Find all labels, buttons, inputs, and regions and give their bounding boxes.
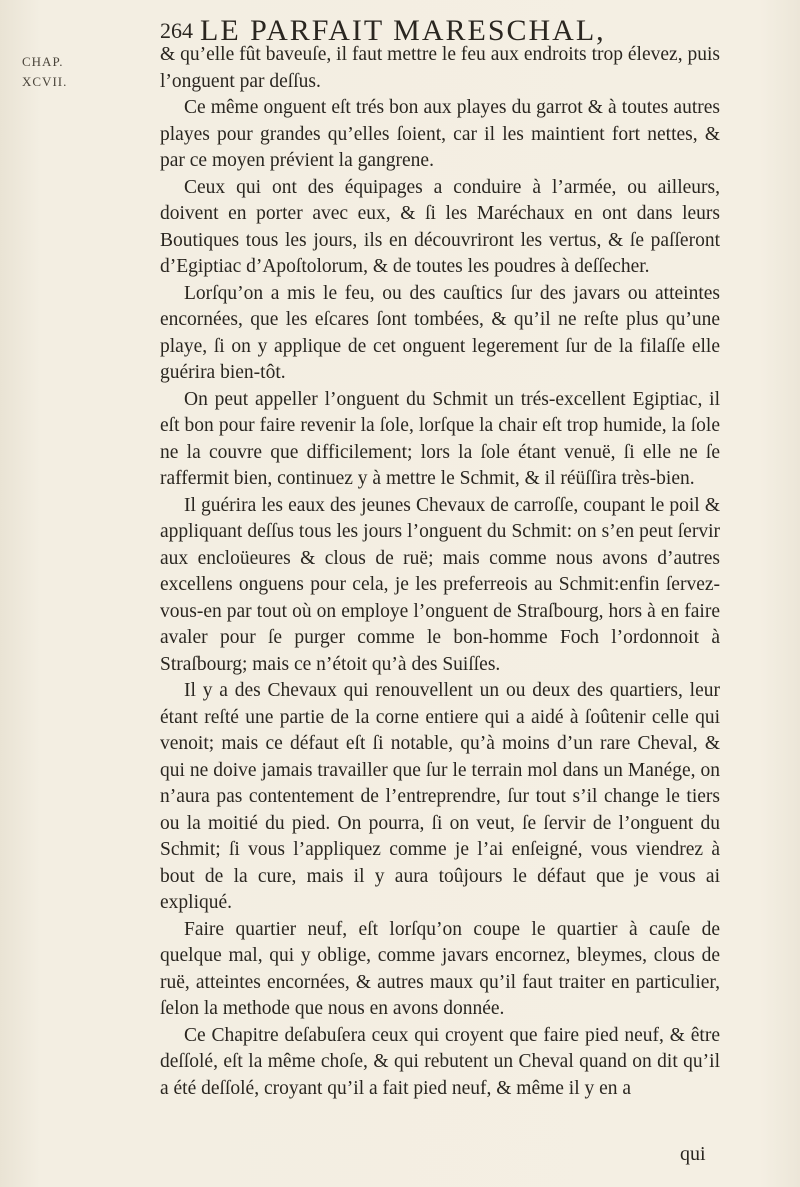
paragraph: Ceux qui ont des équipages a conduire à l’armée, ou ailleurs, doivent en porter avec eux, & ſi les Maréchaux en ont dans leurs Boutiques tous les jours, ils en découvriront les vertus, & ſe paſſeront d’Egiptiac d’Apoſtolorum, & de toutes les poudres à deſſecher. (160, 176, 720, 277)
paragraph: Faire quartier neuf, eſt lorſqu’on coupe le quartier à cauſe de quelque mal, qui y oblige, comme javars encornez, bleymes, clous de ruë, atteintes encornées, & autres maux qu’il faut traiter en particulier, ſelon la methode que nous en avons donnée. (160, 918, 720, 1019)
chapter-abbreviation: CHAP. (22, 54, 64, 69)
paragraph: & qu’elle fût baveuſe, il faut mettre le feu aux endroits trop élevez, puis l’onguent par deſſus. (160, 44, 720, 92)
running-title: LE PARFAIT MARESCHAL, (200, 14, 606, 47)
body-text (160, 42, 720, 1102)
chapter-number: XCVII. (22, 74, 68, 89)
paragraph: Il guérira les eaux des jeunes Chevaux de carroſſe, coupant le poil & appliquant deſſus tous les jours l’onguent du Schmit: on s’en peut ſervir aux encloüeures & clous de ruë; mais comme nous avons d’autres excellens onguens pour cela, je les preferreois au Schmit:enfin ſervez-vous-en par tout où on employe l’onguent de Straſbourg, hors à en faire avaler pour ſe purger comme le bon-homme Foch l’ordonnoit à Straſbourg; mais ce n’étoit qu’à des Suiſſes. (160, 494, 720, 675)
paragraph: Ce Chapitre deſabuſera ceux qui croyent que faire pied neuf, & être deſſolé, eſt la même choſe, & qui rebutent un Cheval quand on dit qu’il a été deſſolé, croyant qu’il a fait pied neuf, & même il y en a (160, 1024, 720, 1099)
chapter-margin-note (22, 52, 67, 92)
paragraph: On peut appeller l’onguent du Schmit un trés-excellent Egiptiac, il eſt bon pour faire revenir la ſole, lorſque la chair eſt trop humide, la ſole ne la couvre que difficilement; lors la ſole étant venuë, ſi elle ne ſe raffermit bien, continuez y à mettre le Schmit, & il réüſſira très-bien. (160, 388, 720, 489)
catchword: qui (680, 1143, 706, 1165)
page-number: 264 (160, 18, 193, 43)
paragraph: Lorſqu’on a mis le feu, ou des cauſtics ſur des javars ou atteintes encornées, que les eſcares ſont tombées, & qu’il ne reſte plus qu’une playe, ſi on y applique de cet onguent legerement ſur de la filaſſe elle guérira bien-tôt. (160, 282, 720, 383)
paragraph: Ce même onguent eſt trés bon aux playes du garrot & à toutes autres playes pour grandes qu’elles ſoient, car il les maintient fort nettes, & par ce moyen prévient la gangrene. (160, 97, 720, 171)
paragraph: Il y a des Chevaux qui renouvellent un ou deux des quartiers, leur étant reſté une partie de la corne entiere qui a aidé à ſoûtenir celle qui venoit; mais ce défaut eſt ſi notable, qu’à moins d’un rare Cheval, & qui ne doive jamais travailler que ſur le terrain mol dans un Manége, on n’aura pas contentement de l’entreprendre, ſur tout s’il change le tiers ou la moitié du pied. On pourra, ſi on veut, ſe ſervir de l’onguent du Schmit; ſi vous l’appliquez comme je l’ai enſeigné, vous viendrez à bout de la cure, mais il y aura toûjours le défaut que je vous ai expliqué. (160, 680, 720, 913)
